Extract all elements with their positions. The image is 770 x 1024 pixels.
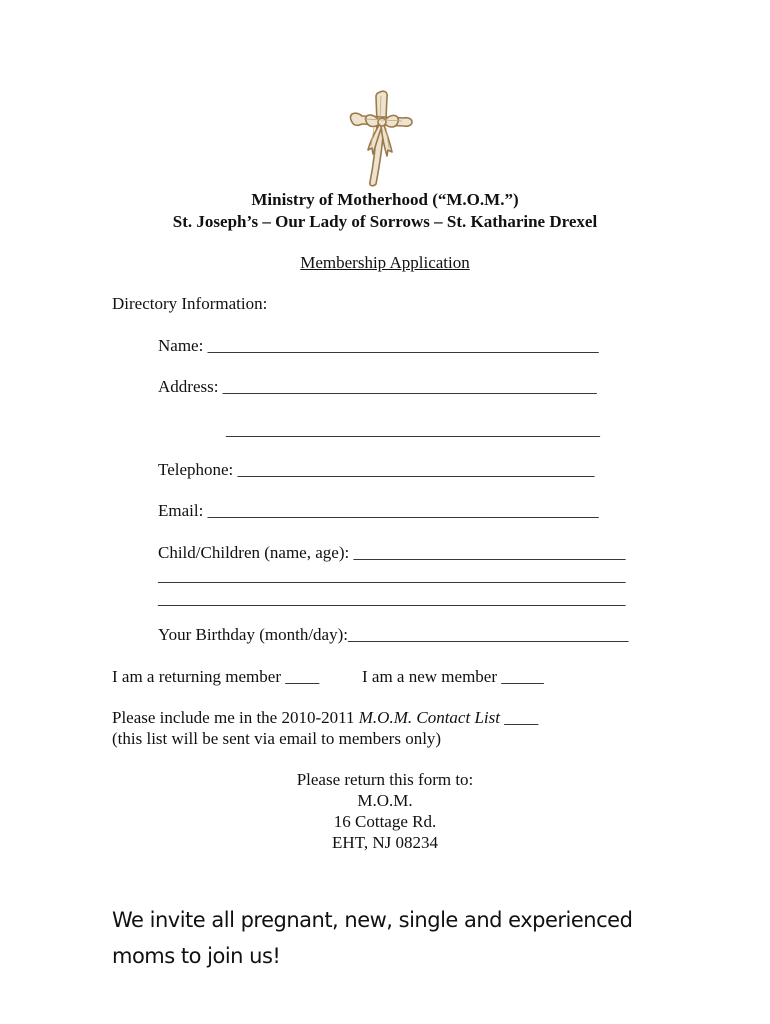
cross-with-bow-icon — [346, 88, 418, 190]
name-field[interactable]: ______________________________________________ — [207, 336, 599, 355]
return-street: 16 Cottage Rd. — [333, 812, 437, 831]
children-field-line3[interactable]: _______________________________________________________ — [158, 589, 626, 608]
email-field[interactable]: ______________________________________________ — [207, 501, 599, 520]
return-city: EHT, NJ 08234 — [332, 833, 438, 852]
telephone-label: Telephone: — [158, 460, 238, 479]
telephone-field[interactable]: __________________________________________ — [237, 460, 595, 479]
returning-member-field[interactable]: ____ — [285, 667, 320, 686]
contact-list-row — [112, 708, 538, 728]
form-title — [0, 253, 770, 273]
contact-list-name: M.O.M. Contact List — [358, 708, 500, 727]
birthday-field[interactable]: _________________________________ — [348, 625, 629, 644]
name-label: Name: — [158, 336, 208, 355]
returning-member-label: I am a returning member — [112, 667, 286, 686]
return-name: M.O.M. — [357, 791, 413, 810]
telephone-row — [158, 460, 595, 480]
address-label: Address: — [158, 377, 223, 396]
address-row — [158, 377, 597, 397]
contact-list-field[interactable]: ____ — [499, 708, 539, 727]
children-row — [158, 543, 625, 563]
form-title-text: Membership Application — [300, 253, 470, 272]
returning-member-row — [112, 667, 319, 687]
children-field-line2[interactable]: _______________________________________________________ — [158, 566, 626, 585]
contact-list-note: (this list will be sent via email to members only) — [112, 729, 442, 748]
new-member-label: I am a new member — [362, 667, 502, 686]
email-row — [158, 501, 599, 521]
directory-heading: Directory Information: — [112, 294, 268, 313]
closing-invitation: We invite all pregnant, new, single and experienced moms to join us! — [112, 908, 633, 968]
new-member-row — [362, 667, 544, 687]
return-intro: Please return this form to: — [296, 770, 474, 789]
email-label: Email: — [158, 501, 208, 520]
ministry-title: Ministry of Motherhood (“M.O.M.”) — [251, 190, 519, 209]
parish-names: St. Joseph’s – Our Lady of Sorrows – St. Katharine Drexel — [172, 212, 598, 231]
address-field[interactable]: ____________________________________________ — [222, 377, 597, 396]
children-label: Child/Children (name, age): — [158, 543, 354, 562]
children-field[interactable]: ________________________________ — [353, 543, 626, 562]
birthday-label: Your Birthday (month/day): — [158, 625, 348, 644]
new-member-field[interactable]: _____ — [501, 667, 544, 686]
birthday-row — [158, 625, 629, 645]
address-field-line2[interactable]: ____________________________________________ — [226, 420, 600, 439]
name-row — [158, 336, 599, 356]
contact-list-prefix: Please include me in the 2010-2011 — [112, 708, 359, 727]
